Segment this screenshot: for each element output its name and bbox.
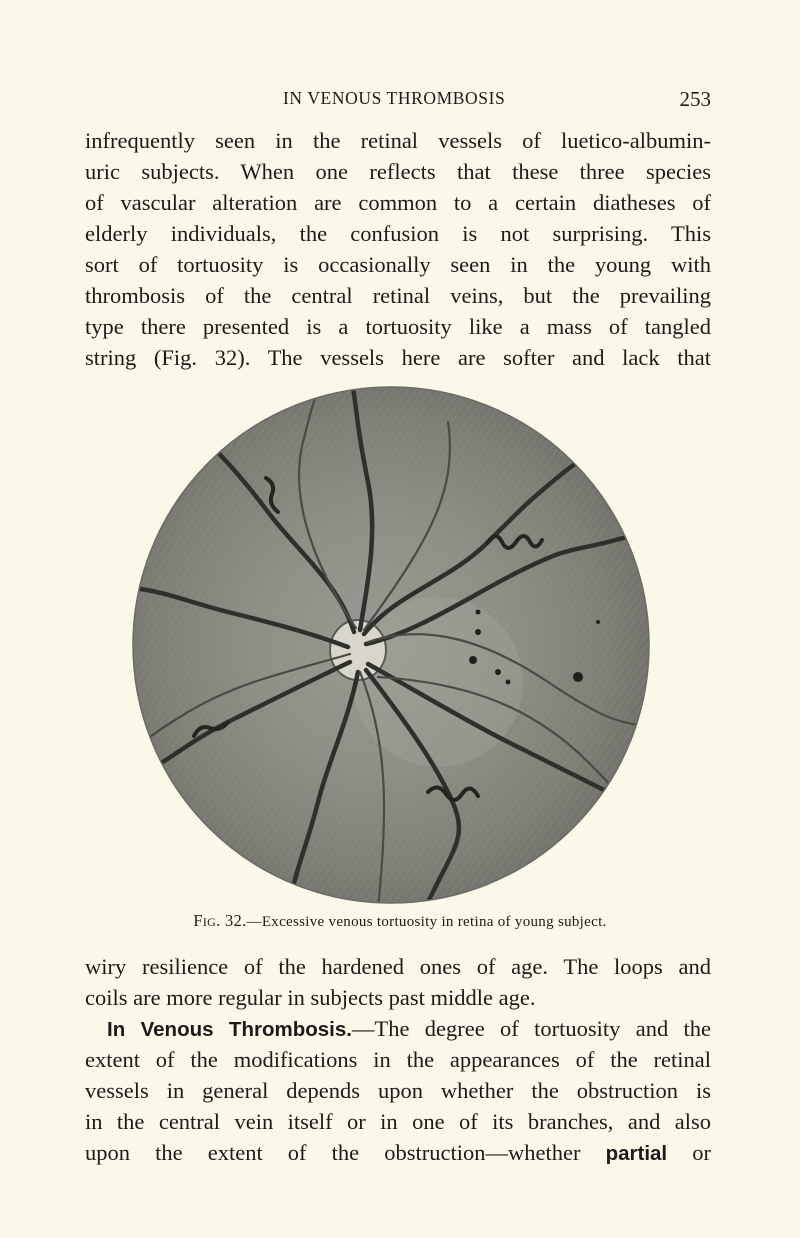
text-line: extent of the modifications in the appearances of the retinal — [85, 1047, 711, 1072]
final-line-tail: or — [667, 1140, 711, 1165]
text-line: wiry resilience of the hardened ones of age. The loops and — [85, 954, 711, 979]
text-line: vessels in general depends upon whether the obstruction is — [85, 1078, 711, 1103]
page-number: 253 — [679, 87, 711, 111]
text-line: sort of tortuosity is occasionally seen in the young with — [85, 252, 711, 277]
final-line-text: upon the extent of the obstruction—whether — [85, 1140, 606, 1165]
figure-label: Fig. 32. — [193, 911, 247, 930]
paragraph-top — [85, 125, 711, 373]
section-heading-line — [85, 1013, 711, 1044]
text-line: uric subjects. When one reflects that these three species — [85, 159, 711, 184]
emphasis-partial: partial — [605, 1142, 668, 1165]
figure-caption — [0, 911, 800, 931]
text-line: of vascular alteration are common to a certain diatheses of — [85, 190, 711, 215]
text-line: in the central vein itself or in one of its branches, and also — [85, 1109, 711, 1134]
text-line: string (Fig. 32). The vessels here are softer and lack that — [85, 345, 711, 370]
running-title: IN VENOUS THROMBOSIS — [283, 88, 506, 108]
text-line: elderly individuals, the confusion is not surprising. This — [85, 221, 711, 246]
text-line: infrequently seen in the retinal vessels of luetico-albumin- — [85, 128, 711, 153]
text-line: thrombosis of the central retinal veins, but the prevailing — [85, 283, 711, 308]
paragraph-bottom — [85, 951, 711, 1168]
text-line: type there presented is a tortuosity like a mass of tangled — [85, 314, 711, 339]
running-head — [85, 88, 711, 116]
text-line: coils are more regular in subjects past middle age. — [85, 985, 536, 1010]
section-heading: In Venous Thrombosis. — [107, 1018, 352, 1041]
heading-line-text: —The degree of tortuosity and the — [351, 1016, 712, 1041]
fundus-illustration — [128, 382, 654, 908]
text-line-final — [85, 1137, 711, 1168]
figure-caption-text: —Excessive venous tortuosity in retina of young subject. — [246, 914, 607, 930]
